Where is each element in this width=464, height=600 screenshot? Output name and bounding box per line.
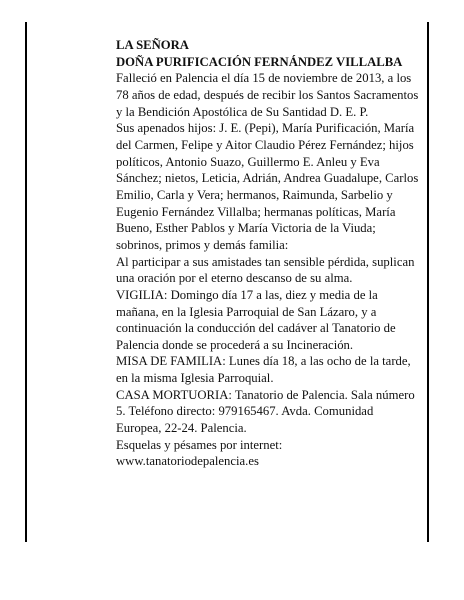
paragraph-family: Sus apenados hijos: J. E. (Pepi), María Purificación, María del Carmen, Felipe y Aitor Claudio Pérez Fernández; hijos políticos, Antonio Suazo, Guillermo E. Anleu y Eva Sánchez; nietos, Leticia, Adrián, Andrea Guadalupe, Carlos Emilio, Carla y Vera; hermanos, Raimunda, Sarbelio y Eugenio Fernández Villalba; hermanas políticas, María Bueno, Esther Pablos y María Victoria de la Viuda; sobrinos, primos y demás familia: [116,121,419,252]
obituary-notice [116,37,421,470]
frame-right-border [427,22,429,542]
paragraph-death-announcement: Falleció en Palencia el día 15 de noviembre de 2013, a los 78 años de edad, después de recibir los Santos Sacramentos y la Bendición Apostólica de Su Santidad D. E. P. [116,71,419,119]
paragraph-vigil: VIGILIA: Domingo día 17 a las, diez y media de la mañana, en la Iglesia Parroquial de San Lázaro, y a continuación la conducción del cadáver al Tanatorio de Palencia donde se procederá a su Incineración. [116,287,396,352]
paragraph-internet-condolences: Esquelas y pésames por internet: [116,437,283,452]
website-link[interactable]: www.tanatoriodepalencia.es [116,454,259,469]
paragraph-family-mass: MISA DE FAMILIA: Lunes día 18, a las ocho de la tarde, en la misma Iglesia Parroquial. [116,354,411,386]
title-line-1: LA SEÑORA [116,38,189,52]
paragraph-request-prayer: Al participar a sus amistades tan sensible pérdida, suplican una oración por el eterno descanso de su alma. [116,254,415,286]
paragraph-funeral-home: CASA MORTUORIA: Tanatorio de Palencia. Sala número 5. Teléfono directo: 979165467. Avda. Comunidad Europea, 22-24. Palencia. [116,387,415,436]
title-line-2: DOÑA PURIFICACIÓN FERNÁNDEZ VILLALBA [116,54,403,69]
frame-left-border [25,22,27,542]
